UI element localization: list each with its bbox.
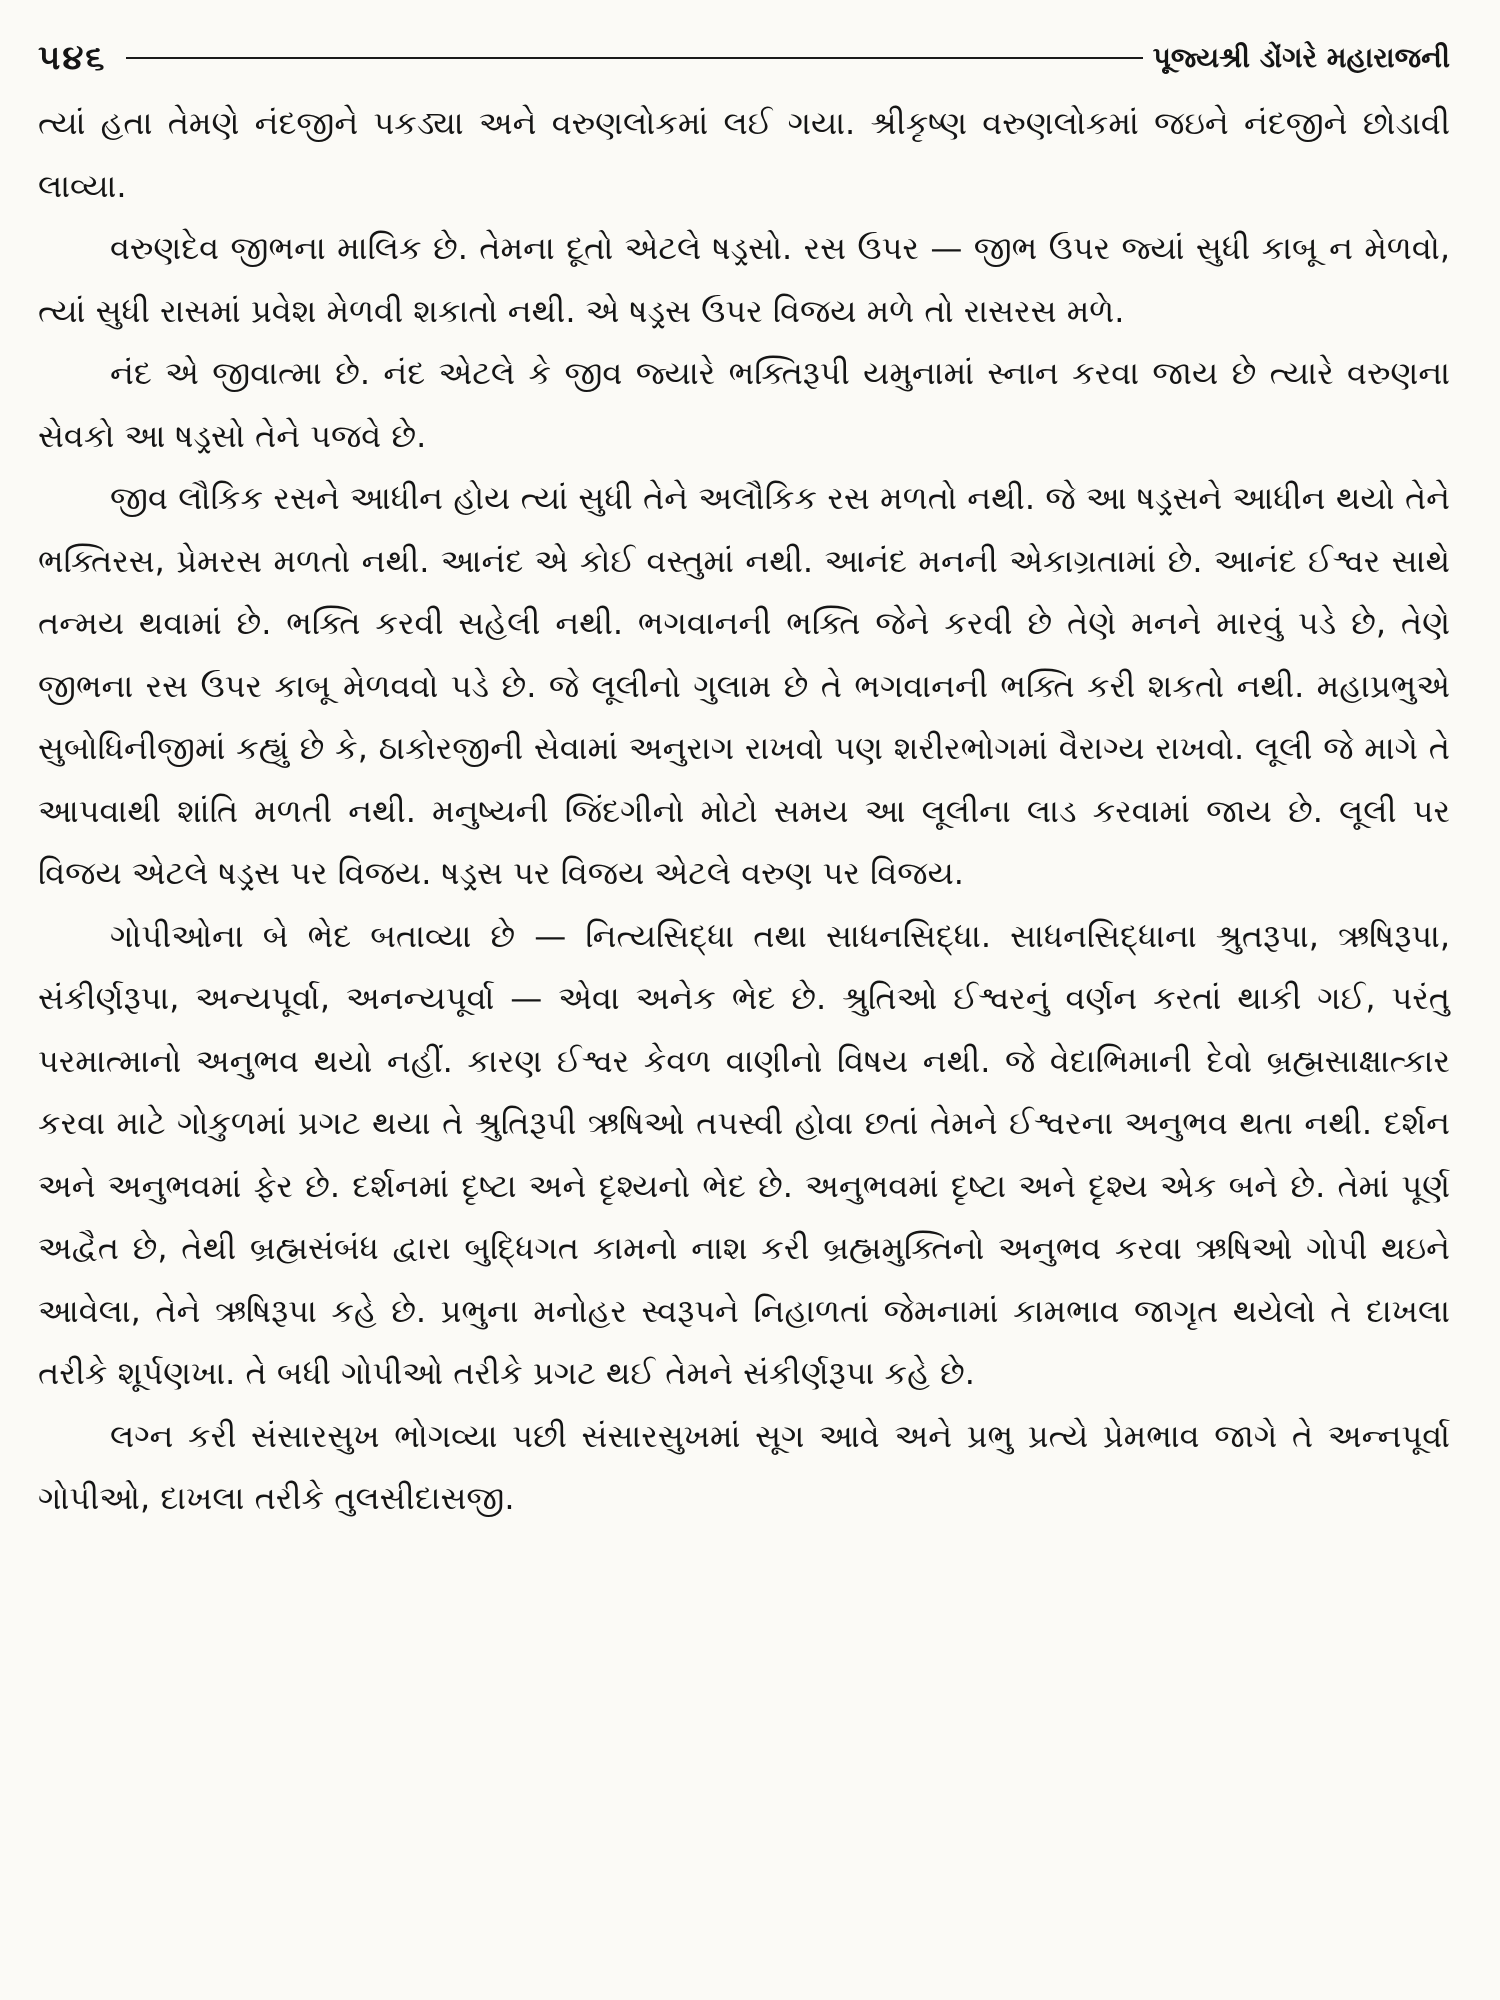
header-rule (126, 57, 1142, 59)
paragraph: લગ્ન કરી સંસારસુખ ભોગવ્યા પછી સંસારસુખમાં સૂગ આવે અને પ્રભુ પ્રત્યે પ્રેમભાવ જાગે તે અન્નપૂર્વા ગોપીઓ, દાખલા તરીકે તુલસીદાસજી. (38, 1416, 1450, 1517)
running-title: પૂજ્યશ્રી ડોંગરે મહારાજની (1152, 41, 1450, 74)
body-text (38, 92, 1450, 1530)
page-number: ૫૪૬ (38, 38, 107, 78)
paragraph: વરુણદેવ જીભના માલિક છે. તેમના દૂતો એટલે ષડ્રસો. રસ ઉપર — જીભ ઉપર જ્યાં સુધી કાબૂ ન મેળવો, ત્યાં સુધી રાસમાં પ્રવેશ મેળવી શકાતો નથી. એ ષડ્રસ ઉપર વિજય મળે તો રાસરસ મળે. (38, 229, 1450, 330)
page-header (38, 38, 1450, 78)
paragraph: ગોપીઓના બે ભેદ બતાવ્યા છે — નિત્યસિદ્ધા તથા સાધનસિદ્ધા. સાધનસિદ્ધાના શ્રુતરૂપા, ઋષિરૂપા, સંકીર્ણરૂપા, અન્યપૂર્વા, અનન્યપૂર્વા — એવા અનેક ભેદ છે. શ્રુતિઓ ઈશ્વરનું વર્ણન કરતાં થાકી ગઈ, પરંતુ પરમાત્માનો અનુભવ થયો નહીં. કારણ ઈશ્વર કેવળ વાણીનો વિષય નથી. જે વેદાભિમાની દેવો બ્રહ્મસાક્ષાત્કાર કરવા માટે ગોકુળમાં પ્રગટ થયા તે શ્રુતિરૂપી ઋષિઓ તપસ્વી હોવા છતાં તેમને ઈશ્વરના અનુભવ થતા નથી. દર્શન અને અનુભવમાં ફેર છે. દર્શનમાં દૃષ્ટા અને દૃશ્યનો ભેદ છે. અનુભવમાં દૃષ્ટા અને દૃશ્ય એક બને છે. તેમાં પૂર્ણ અદ્વૈત છે, તેથી બ્રહ્મસંબંધ દ્વારા બુદ્ધિગત કામનો નાશ કરી બ્રહ્મમુક્તિનો અનુભવ કરવા ઋષિઓ ગોપી થઇને આવેલા, તેને ઋષિરૂપા કહે છે. પ્રભુના મનોહર સ્વરૂપને નિહાળતાં જેમનામાં કામભાવ જાગૃત થયેલો તે દાખલા તરીકે શૂર્પણખા. તે બધી ગોપીઓ તરીકે પ્રગટ થઈ તેમને સંકીર્ણરૂપા કહે છે. (38, 916, 1450, 1392)
paragraph: ત્યાં હતા તેમણે નંદજીને પકડ્યા અને વરુણલોકમાં લઈ ગયા. શ્રીકૃષ્ણ વરુણલોકમાં જઇને નંદજીને છોડાવી લાવ્યા. (38, 104, 1450, 205)
paragraph: જીવ લૌકિક રસને આધીન હોય ત્યાં સુધી તેને અલૌકિક રસ મળતો નથી. જે આ ષડ્રસને આધીન થયો તેને ભક્તિરસ, પ્રેમરસ મળતો નથી. આનંદ એ કોઈ વસ્તુમાં નથી. આનંદ મનની એકાગ્રતામાં છે. આનંદ ઈશ્વર સાથે તન્મય થવામાં છે. ભક્તિ કરવી સહેલી નથી. ભગવાનની ભક્તિ જેને કરવી છે તેણે મનને મારવું પડે છે, તેણે જીભના રસ ઉપર કાબૂ મેળવવો પડે છે. જે લૂલીનો ગુલામ છે તે ભગવાનની ભક્તિ કરી શકતો નથી. મહાપ્રભુએ સુબોધિનીજીમાં કહ્યું છે કે, ઠાકોરજીની સેવામાં અનુરાગ રાખવો પણ શરીરભોગમાં વૈરાગ્ય રાખવો. લૂલી જે માગે તે આપવાથી શાંતિ મળતી નથી. મનુષ્યની જિંદગીનો મોટો સમય આ લૂલીના લાડ કરવામાં જાય છે. લૂલી પર વિજય એટલે ષડ્રસ પર વિજય. ષડ્રસ પર વિજય એટલે વરુણ પર વિજય. (38, 479, 1450, 892)
paragraph: નંદ એ જીવાત્મા છે. નંદ એટલે કે જીવ જ્યારે ભક્તિરૂપી યમુનામાં સ્નાન કરવા જાય છે ત્યારે વરુણના સેવકો આ ષડ્રસો તેને પજવે છે. (38, 354, 1450, 455)
